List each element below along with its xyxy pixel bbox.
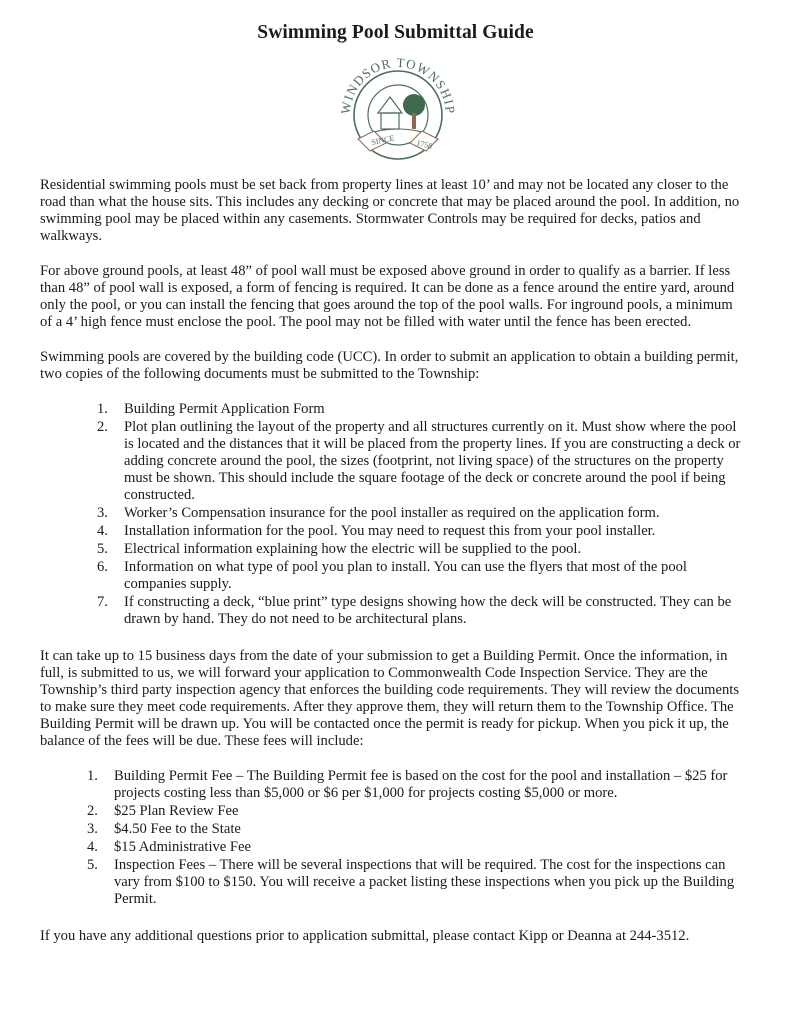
list-item: 3. Worker’s Compensation insurance for the pool installer as required on the application form.: [97, 505, 660, 521]
document-body: [40, 177, 742, 963]
seal-year-text: 1758: [415, 138, 434, 151]
seal-since-text: SINCE: [370, 133, 396, 147]
fees-list: [87, 768, 742, 908]
required-documents-list: [97, 401, 742, 628]
paragraph-process: It can take up to 15 business days from the date of your submission to get a Building Permit. Once the information, in full, is submitted to us, we will forward your application to Commonwealth Code Inspection Service. They are the Township’s third party inspection agency that enforces the building code requirements. They will review the documents to make sure they meet code requirements. After they approve them, they will return them to the Township Office. The Building Permit will be drawn up. You will be contacted once the permit is ready for pickup. When you pick it up, the balance of the fees will be due. These fees will include:: [40, 648, 740, 749]
list-item: 3. $4.50 Fee to the State: [87, 821, 241, 837]
list-item: 6. Information on what type of pool you plan to install. You can use the flyers that most of the pool companies supply.: [97, 559, 687, 592]
list-item: 1. Building Permit Application Form: [97, 401, 325, 417]
list-item: 2. Plot plan outlining the layout of the property and all structures currently on it. Must show where the pool is located and the distances that it will be placed from the property lines. If you are constructing a deck or adding concrete around the pool, the sizes (footprint, not living space) of the structures on the property must be shown. This should include the square footage of the deck or concrete around the pool if being constructed.: [97, 419, 741, 503]
paragraph-above-ground: For above ground pools, at least 48” of pool wall must be exposed above ground in order to qualify as a barrier. If less than 48” of pool wall is exposed, a form of fencing is required. It can be done as a fence around the entire yard, around only the pool, or you can install the fencing that goes around the top of the pool walls. For inground pools, a minimum of a 4’ high fence must enclose the pool. The pool may not be filled with water until the fence has been erected.: [40, 263, 735, 330]
paragraph-building-code: Swimming pools are covered by the building code (UCC). In order to submit an application to obtain a building permit, two copies of the following documents must be submitted to the Township:: [40, 349, 739, 382]
list-item: 7. If constructing a deck, “blue print” type designs showing how the deck will be constructed. They can be drawn by hand. They do not need to be architectural plans.: [97, 594, 732, 627]
list-item: 1. Building Permit Fee – The Building Permit fee is based on the cost for the pool and installation – $25 for projects costing less than $5,000 or $6 per $1,000 for projects costing $5,000 or more.: [87, 768, 728, 801]
list-item: 5. Inspection Fees – There will be several inspections that will be required. The cost for the inspections can vary from $100 to $150. You will receive a packet listing these inspections when you pick up the Building Permit.: [87, 857, 735, 907]
list-item: 4. Installation information for the pool. You may need to request this from your pool installer.: [97, 523, 656, 539]
paragraph-contact: If you have any additional questions prior to application submittal, please contact Kipp or Deanna at 244-3512.: [40, 928, 690, 944]
list-item: 2. $25 Plan Review Fee: [87, 803, 239, 819]
list-item: 5. Electrical information explaining how the electric will be supplied to the pool.: [97, 541, 582, 557]
list-item: 4. $15 Administrative Fee: [87, 839, 252, 855]
township-seal-logo: [334, 53, 462, 165]
paragraph-setback: Residential swimming pools must be set back from property lines at least 10’ and may not be located any closer to the road than what the house sits. This includes any decking or concrete that may be placed around the pool. In addition, no swimming pool may be placed within any casements. Stormwater Controls may be required for decks, patios and walkways.: [40, 177, 740, 244]
seal-top-text: WINDSOR TOWNSHIP: [337, 54, 459, 116]
page-title: Swimming Pool Submittal Guide: [257, 22, 534, 43]
